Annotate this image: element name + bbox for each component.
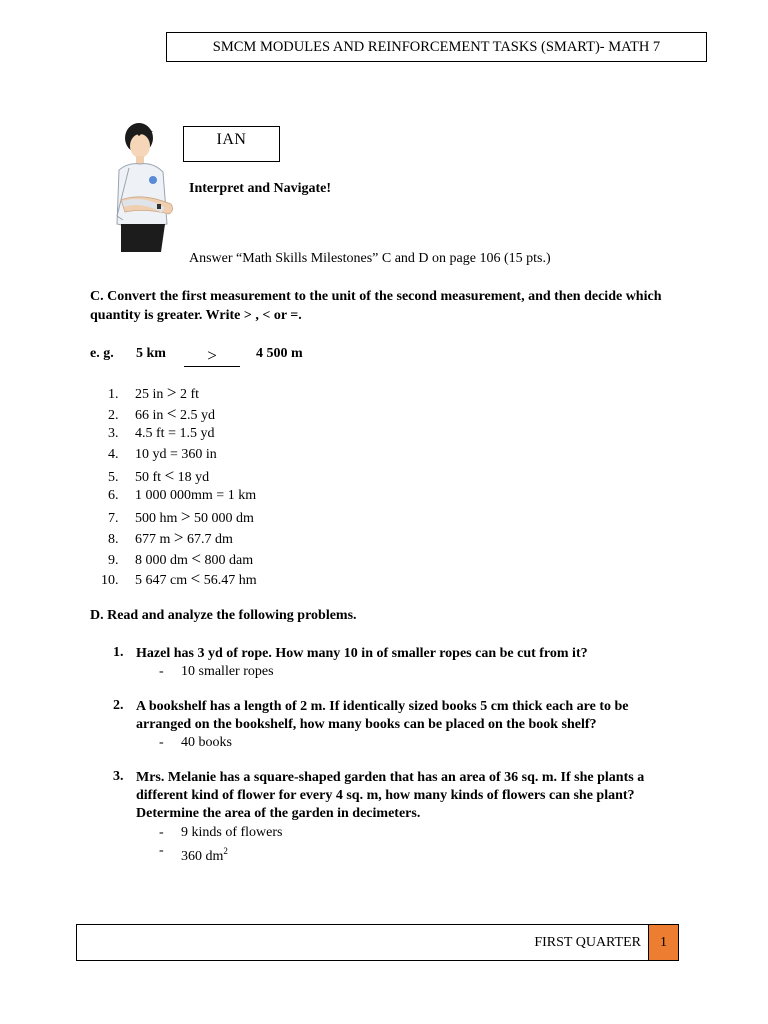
student-illustration: [109, 118, 189, 252]
ian-badge-label: IAN: [216, 131, 247, 148]
item-number: 1.: [108, 387, 119, 402]
item-number: 8.: [108, 531, 119, 547]
problem-number: 2.: [113, 698, 124, 713]
footer-quarter: FIRST QUARTER: [534, 935, 641, 950]
comparison-item: [101, 569, 257, 590]
example-row: [90, 346, 390, 366]
page-number: 1: [660, 935, 667, 950]
example-answer-blank: [184, 346, 240, 367]
answer-dash: -: [159, 735, 164, 751]
problem-question: Mrs. Melanie has a square-shaped garden that has an area of 36 sq. m. If she plants a different kind of flower for every 4 sq. m, how many kinds of flowers can she plant? Determine the area of the garden in decimeters.: [136, 770, 645, 822]
answer-dash: -: [159, 664, 164, 680]
item-right: 2.5 yd: [179, 407, 215, 423]
answer-text: 360 dm: [181, 848, 224, 864]
module-header: [166, 32, 707, 62]
answer-dash: -: [159, 824, 164, 840]
item-symbol: >: [180, 507, 191, 527]
item-right: 50 000 dm: [193, 511, 254, 527]
item-right: 1.5 yd: [179, 426, 215, 442]
comparison-item: [108, 486, 257, 507]
item-left: 10 yd: [135, 447, 167, 463]
comparison-item: [108, 424, 257, 445]
item-symbol: =: [168, 426, 176, 442]
item-right: 1 km: [227, 488, 257, 504]
item-number: 6.: [108, 488, 119, 504]
item-left: 5 647 cm: [135, 573, 188, 589]
problem-answer: [159, 663, 673, 682]
item-symbol: <: [190, 569, 201, 589]
item-left: 1 000 000mm: [135, 488, 213, 504]
item-number: 10.: [101, 573, 119, 589]
comparison-item: [108, 404, 257, 425]
item-symbol: <: [166, 403, 177, 423]
item-left: 500 hm: [135, 511, 178, 527]
answer-text: 9 kinds of flowers: [181, 824, 283, 840]
intro-instruction: Answer “Math Skills Milestones” C and D on page 106 (15 pts.): [189, 251, 551, 266]
comparison-item: [108, 445, 257, 466]
problem-answer: [159, 842, 673, 866]
item-symbol: <: [164, 465, 175, 485]
problem-answer: [159, 734, 673, 753]
item-symbol: >: [166, 383, 177, 402]
item-left: 66 in: [135, 407, 164, 423]
problem-number: 1.: [113, 645, 124, 660]
item-right: 67.7 dm: [186, 531, 233, 547]
problem-item: [113, 698, 673, 753]
comparison-item: [108, 466, 257, 487]
item-right: 18 yd: [177, 469, 210, 485]
item-number: 5.: [108, 469, 119, 485]
item-right: 2 ft: [179, 387, 200, 402]
problem-number: 3.: [113, 769, 124, 784]
page-number-badge: [648, 925, 678, 960]
answer-text: 40 books: [181, 735, 232, 751]
problem-item: [113, 769, 673, 866]
module-title: SMCM MODULES AND REINFORCEMENT TASKS (SMART)- MATH 7: [212, 39, 661, 55]
section-c-heading: C. Convert the first measurement to the unit of the second measurement, and then decide which quantity is greater. Write > , < or =.: [90, 289, 662, 323]
intro-subtitle: Interpret and Navigate!: [189, 181, 332, 196]
answer-text: 10 smaller ropes: [181, 664, 274, 680]
comparison-item: [108, 528, 257, 549]
answer-exponent: 2: [223, 846, 228, 857]
item-right: 360 in: [181, 447, 217, 463]
ian-badge: [183, 126, 280, 162]
example-label: e. g.: [90, 346, 114, 361]
item-right: 800 dam: [204, 552, 254, 568]
comparison-list: [101, 383, 257, 590]
item-left: 677 m: [135, 531, 171, 547]
item-number: 2.: [108, 407, 119, 423]
item-left: 4.5 ft: [135, 426, 165, 442]
comparison-item: [108, 507, 257, 528]
item-number: 4.: [108, 447, 119, 463]
example-first: 5 km: [136, 346, 166, 361]
item-symbol: =: [216, 488, 225, 504]
example-second: 4 500 m: [256, 346, 303, 361]
problem-answer: [159, 824, 673, 843]
item-symbol: >: [173, 527, 184, 547]
item-left: 8 000 dm: [135, 552, 188, 568]
item-right: 56.47 hm: [203, 573, 257, 589]
problem-question: A bookshelf has a length of 2 m. If identically sized books 5 cm thick each are to be arranged on the bookshelf, how many books can be placed on the book shelf?: [136, 699, 629, 733]
item-symbol: <: [191, 548, 201, 568]
problem-item: [113, 645, 673, 682]
comparison-item: [108, 549, 257, 570]
item-number: 7.: [108, 511, 119, 527]
item-number: 3.: [108, 426, 119, 442]
comparison-item: [108, 383, 257, 404]
section-d-heading: D. Read and analyze the following problems.: [90, 608, 357, 623]
item-symbol: =: [170, 447, 178, 463]
item-number: 9.: [108, 552, 119, 568]
page-footer: [76, 924, 679, 961]
item-left: 50 ft: [135, 469, 162, 485]
answer-dash: -: [159, 843, 164, 859]
problem-question: Hazel has 3 yd of rope. How many 10 in of smaller ropes can be cut from it?: [136, 646, 588, 661]
example-answer: >: [207, 346, 217, 365]
item-left: 25 in: [135, 387, 164, 402]
